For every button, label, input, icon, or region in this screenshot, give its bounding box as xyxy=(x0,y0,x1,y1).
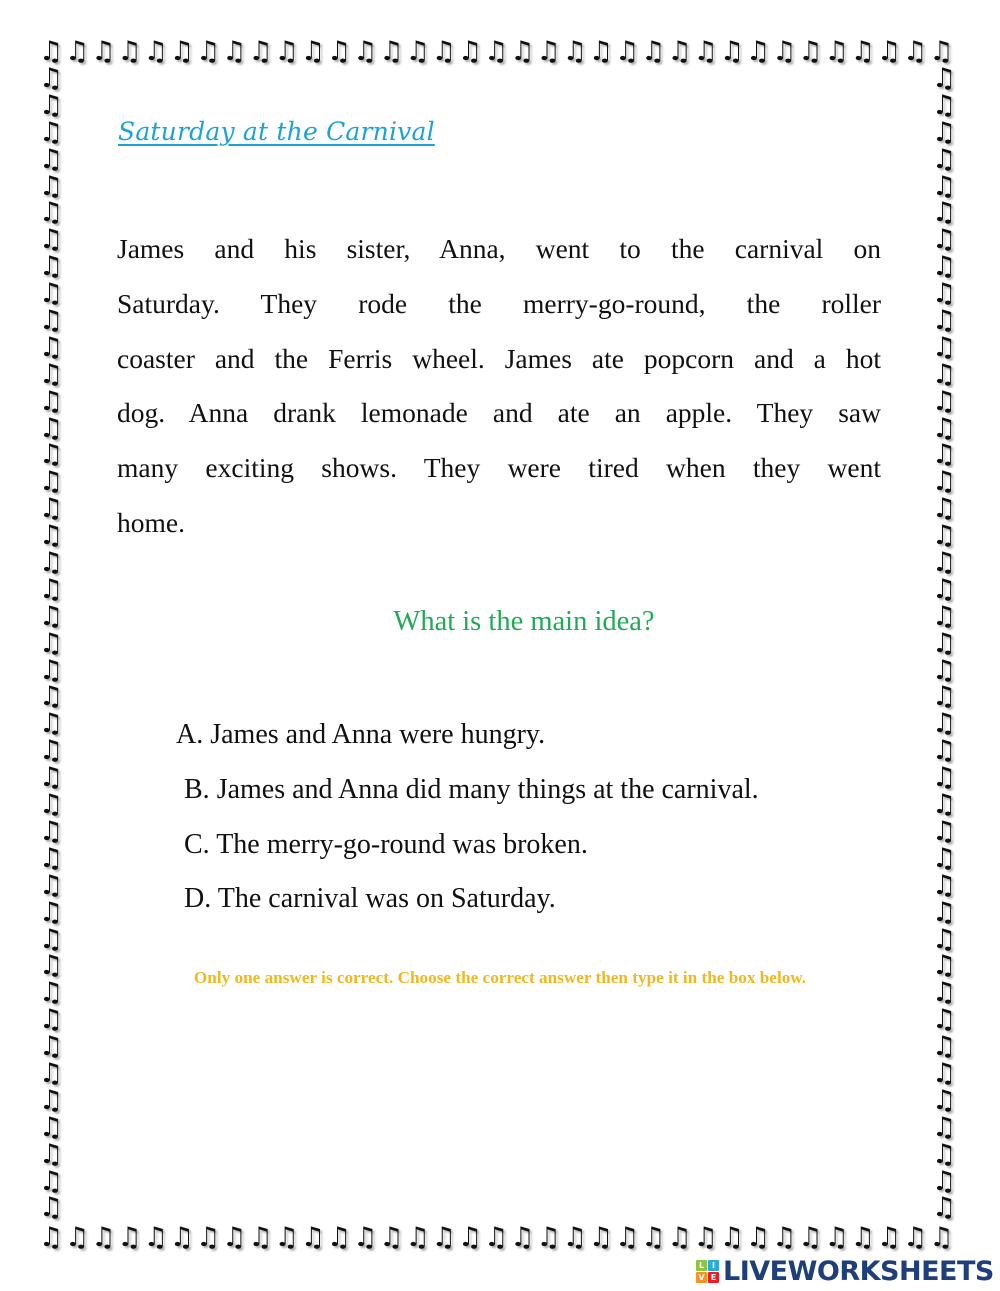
music-note-icon: ♫ xyxy=(38,735,64,767)
music-note-icon: ♫ xyxy=(38,1138,64,1170)
music-note-icon: ♫ xyxy=(850,36,876,67)
music-note-icon: ♫ xyxy=(931,708,957,740)
music-note-icon: ♫ xyxy=(38,358,64,390)
music-note-icon: ♫ xyxy=(91,1222,116,1253)
music-note-icon: ♫ xyxy=(931,1057,957,1089)
music-note-icon: ♫ xyxy=(38,977,64,1009)
music-note-icon: ♫ xyxy=(850,1222,876,1253)
badge-letter: L xyxy=(696,1260,707,1271)
music-note-icon: ♫ xyxy=(798,1222,823,1253)
music-note-icon: ♫ xyxy=(903,1222,928,1253)
music-note-icon: ♫ xyxy=(931,1031,957,1063)
music-note-icon: ♫ xyxy=(929,1222,954,1253)
music-note-icon: ♫ xyxy=(38,815,64,847)
live-badge-icon xyxy=(696,1260,719,1283)
music-note-icon: ♫ xyxy=(248,36,273,67)
music-note-icon: ♫ xyxy=(65,36,90,67)
music-note-icon: ♫ xyxy=(38,1192,64,1224)
music-note-icon: ♫ xyxy=(588,36,614,67)
answer-option-a xyxy=(176,715,759,770)
music-note-icon: ♫ xyxy=(588,1222,614,1253)
music-note-icon: ♫ xyxy=(641,1222,666,1253)
music-note-icon: ♫ xyxy=(931,654,957,686)
music-note-icon: ♫ xyxy=(38,1165,64,1197)
music-note-icon: ♫ xyxy=(38,466,64,498)
music-note-icon: ♫ xyxy=(38,170,64,202)
music-note-icon: ♫ xyxy=(931,331,957,363)
music-note-icon: ♫ xyxy=(931,170,957,202)
option-text: The merry-go-round was broken. xyxy=(216,828,588,860)
passage-line: many exciting shows. They were tired when they went xyxy=(117,452,881,484)
music-note-icon: ♫ xyxy=(274,36,299,67)
music-note-icon: ♫ xyxy=(38,923,64,955)
music-note-icon: ♫ xyxy=(667,1222,692,1253)
option-letter: D. xyxy=(184,883,212,915)
music-note-icon: ♫ xyxy=(931,600,957,632)
music-note-icon: ♫ xyxy=(196,36,221,67)
music-note-icon: ♫ xyxy=(38,36,64,67)
music-note-icon: ♫ xyxy=(353,36,378,67)
music-note-icon: ♫ xyxy=(641,36,666,67)
music-note-icon: ♫ xyxy=(693,1222,718,1253)
passage-line: James and his sister, Anna, went to the carnival on xyxy=(117,233,881,264)
music-note-icon: ♫ xyxy=(931,950,957,982)
music-note-icon: ♫ xyxy=(169,1222,195,1253)
music-note-icon: ♫ xyxy=(300,1222,326,1253)
music-note-icon: ♫ xyxy=(38,251,64,283)
music-note-icon: ♫ xyxy=(353,1222,378,1253)
music-note-icon: ♫ xyxy=(931,412,957,444)
music-note-icon: ♫ xyxy=(931,520,957,552)
music-note-icon: ♫ xyxy=(379,1222,404,1253)
music-note-icon: ♫ xyxy=(327,36,352,67)
music-note-icon: ♫ xyxy=(38,789,64,821)
answer-option-b xyxy=(176,770,759,825)
music-note-icon: ♫ xyxy=(248,1222,273,1253)
passage-line: Saturday. They rode the merry-go-round, the roller xyxy=(117,287,881,319)
music-note-icon: ♫ xyxy=(931,278,957,310)
music-note-icon: ♫ xyxy=(38,439,64,471)
music-note-icon: ♫ xyxy=(931,493,957,525)
music-note-icon: ♫ xyxy=(38,1222,64,1253)
music-note-icon: ♫ xyxy=(38,1004,64,1036)
music-note-icon: ♫ xyxy=(931,1084,957,1116)
music-note-icon: ♫ xyxy=(931,977,957,1009)
music-note-icon: ♫ xyxy=(693,36,718,67)
music-note-icon: ♫ xyxy=(38,1111,64,1143)
music-note-icon: ♫ xyxy=(931,224,957,256)
option-letter: C. xyxy=(184,828,210,860)
music-note-icon: ♫ xyxy=(510,36,535,67)
option-letter: A. xyxy=(176,719,204,750)
passage-line: dog. Anna drank lemonade and ate an apple. They saw xyxy=(117,397,881,429)
music-note-icon: ♫ xyxy=(798,36,823,67)
music-note-icon: ♫ xyxy=(772,36,797,67)
music-note-icon: ♫ xyxy=(91,36,116,67)
music-note-icon: ♫ xyxy=(536,36,561,67)
answer-option-d xyxy=(176,879,759,934)
music-note-icon: ♫ xyxy=(38,143,64,175)
music-note-icon: ♫ xyxy=(457,36,483,67)
music-note-icon: ♫ xyxy=(38,708,64,740)
music-note-icon: ♫ xyxy=(484,1222,509,1253)
music-note-icon: ♫ xyxy=(931,842,957,874)
music-note-icon: ♫ xyxy=(222,36,247,67)
music-note-icon: ♫ xyxy=(405,36,430,67)
music-note-icon: ♫ xyxy=(117,36,142,67)
music-note-icon: ♫ xyxy=(746,36,771,67)
music-note-icon: ♫ xyxy=(931,1165,957,1197)
music-note-icon: ♫ xyxy=(457,1222,483,1253)
music-note-icon: ♫ xyxy=(169,36,195,67)
question-prompt: What is the main idea? xyxy=(393,606,655,637)
music-note-icon: ♫ xyxy=(38,331,64,363)
music-note-border-right xyxy=(931,65,958,1224)
music-note-icon: ♫ xyxy=(931,1192,957,1224)
option-text: James and Anna were hungry. xyxy=(210,719,546,750)
music-note-icon: ♫ xyxy=(931,358,957,390)
music-note-icon: ♫ xyxy=(38,842,64,874)
music-note-icon: ♫ xyxy=(38,116,64,148)
music-note-icon: ♫ xyxy=(931,89,957,121)
instruction-text: Only one answer is correct. Choose the correct answer then type it in the box below. xyxy=(193,968,807,987)
music-note-icon: ♫ xyxy=(931,762,957,794)
music-note-icon: ♫ xyxy=(143,1222,168,1253)
music-note-icon: ♫ xyxy=(327,1222,352,1253)
music-note-icon: ♫ xyxy=(931,251,957,283)
music-note-icon: ♫ xyxy=(38,627,64,659)
music-note-icon: ♫ xyxy=(615,36,640,67)
answer-option-c xyxy=(176,825,759,880)
music-note-icon: ♫ xyxy=(431,1222,457,1253)
music-note-icon: ♫ xyxy=(615,1222,640,1253)
worksheet-title: Saturday at the Carnival xyxy=(118,117,435,146)
music-note-icon: ♫ xyxy=(38,600,64,632)
music-note-icon: ♫ xyxy=(824,36,849,67)
music-note-icon: ♫ xyxy=(222,1222,247,1253)
music-note-icon: ♫ xyxy=(931,305,957,337)
music-note-icon: ♫ xyxy=(931,735,957,767)
music-note-icon: ♫ xyxy=(667,36,692,67)
music-note-icon: ♫ xyxy=(746,1222,771,1253)
music-note-icon: ♫ xyxy=(510,1222,535,1253)
badge-letter: I xyxy=(708,1260,719,1271)
reading-passage xyxy=(117,222,881,551)
music-note-icon: ♫ xyxy=(931,385,957,417)
music-note-icon: ♫ xyxy=(38,278,64,310)
music-note-icon: ♫ xyxy=(274,1222,299,1253)
option-text: The carnival was on Saturday. xyxy=(217,883,556,915)
music-note-icon: ♫ xyxy=(38,896,64,928)
music-note-icon: ♫ xyxy=(38,520,64,552)
music-note-icon: ♫ xyxy=(38,1084,64,1116)
music-note-icon: ♫ xyxy=(38,950,64,982)
music-note-icon: ♫ xyxy=(38,224,64,256)
music-note-icon: ♫ xyxy=(65,1222,90,1253)
music-note-icon: ♫ xyxy=(143,36,168,67)
music-note-icon: ♫ xyxy=(38,654,64,686)
music-note-icon: ♫ xyxy=(931,547,957,579)
music-note-icon: ♫ xyxy=(876,36,902,67)
music-note-icon: ♫ xyxy=(719,1222,745,1253)
music-note-border-bottom xyxy=(38,1224,960,1251)
music-note-icon: ♫ xyxy=(38,493,64,525)
music-note-icon: ♫ xyxy=(38,547,64,579)
music-note-border-top xyxy=(38,38,960,65)
badge-letter: E xyxy=(708,1272,719,1283)
option-letter: B. xyxy=(184,773,210,805)
music-note-icon: ♫ xyxy=(931,466,957,498)
option-text: James and Anna did many things at the carnival. xyxy=(216,773,759,805)
music-note-icon: ♫ xyxy=(38,305,64,337)
logo-wordmark: LIVEWORKSHEETS xyxy=(723,1255,994,1287)
music-note-icon: ♫ xyxy=(38,412,64,444)
music-note-icon: ♫ xyxy=(824,1222,849,1253)
music-note-icon: ♫ xyxy=(931,923,957,955)
music-note-icon: ♫ xyxy=(931,1138,957,1170)
music-note-icon: ♫ xyxy=(38,681,64,713)
answer-options xyxy=(176,715,759,934)
music-note-icon: ♫ xyxy=(38,1031,64,1063)
music-note-icon: ♫ xyxy=(117,1222,142,1253)
music-note-icon: ♫ xyxy=(38,385,64,417)
music-note-icon: ♫ xyxy=(931,197,957,229)
music-note-icon: ♫ xyxy=(929,36,954,67)
music-note-icon: ♫ xyxy=(931,681,957,713)
music-note-border-left xyxy=(38,65,65,1224)
music-note-icon: ♫ xyxy=(931,116,957,148)
passage-line: coaster and the Ferris wheel. James ate popcorn and a hot xyxy=(117,342,881,374)
music-note-icon: ♫ xyxy=(931,896,957,928)
music-note-icon: ♫ xyxy=(931,143,957,175)
music-note-icon: ♫ xyxy=(536,1222,561,1253)
music-note-icon: ♫ xyxy=(38,762,64,794)
music-note-icon: ♫ xyxy=(38,573,64,605)
music-note-icon: ♫ xyxy=(196,1222,221,1253)
music-note-icon: ♫ xyxy=(38,197,64,229)
music-note-icon: ♫ xyxy=(931,1111,957,1143)
music-note-icon: ♫ xyxy=(38,89,64,121)
music-note-icon: ♫ xyxy=(405,1222,430,1253)
music-note-icon: ♫ xyxy=(931,573,957,605)
passage-line: home. xyxy=(117,506,185,538)
music-note-icon: ♫ xyxy=(38,63,64,94)
music-note-icon: ♫ xyxy=(379,36,404,67)
music-note-icon: ♫ xyxy=(38,869,64,901)
music-note-icon: ♫ xyxy=(772,1222,797,1253)
music-note-icon: ♫ xyxy=(300,36,326,67)
music-note-icon: ♫ xyxy=(876,1222,902,1253)
music-note-icon: ♫ xyxy=(562,36,587,67)
music-note-icon: ♫ xyxy=(931,815,957,847)
badge-letter: V xyxy=(696,1272,707,1283)
music-note-icon: ♫ xyxy=(562,1222,587,1253)
music-note-icon: ♫ xyxy=(931,789,957,821)
music-note-icon: ♫ xyxy=(931,1004,957,1036)
music-note-icon: ♫ xyxy=(431,36,457,67)
music-note-icon: ♫ xyxy=(931,439,957,471)
music-note-icon: ♫ xyxy=(931,63,957,94)
music-note-icon: ♫ xyxy=(931,869,957,901)
liveworksheets-logo[interactable] xyxy=(696,1256,994,1286)
music-note-icon: ♫ xyxy=(931,627,957,659)
music-note-icon: ♫ xyxy=(484,36,509,67)
music-note-icon: ♫ xyxy=(719,36,745,67)
music-note-icon: ♫ xyxy=(903,36,928,67)
music-note-icon: ♫ xyxy=(38,1057,64,1089)
